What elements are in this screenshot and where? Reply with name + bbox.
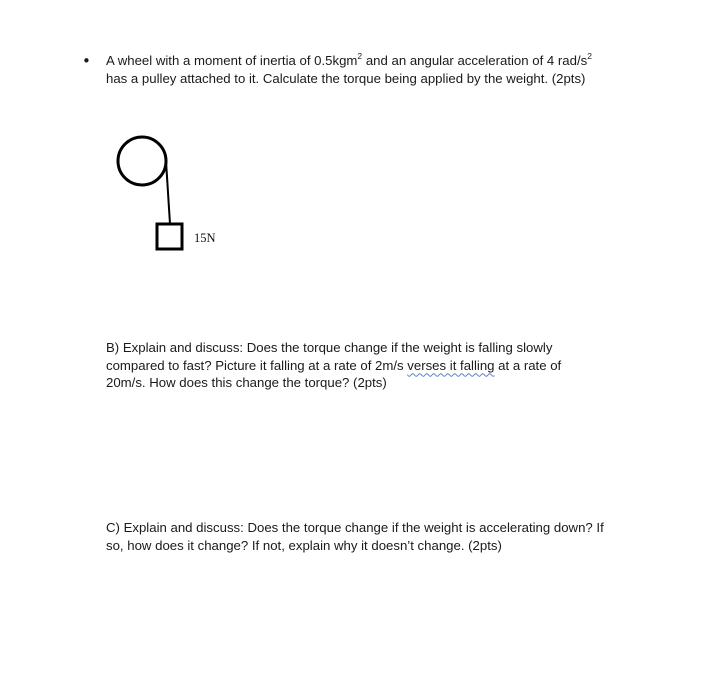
question-b bbox=[106, 339, 561, 392]
question-c bbox=[106, 519, 604, 554]
question-b-line-2: compared to fast? Picture it falling at a rate of 2m/s verses it falling at a rate of bbox=[106, 357, 562, 373]
squared-superscript: 2 bbox=[357, 50, 363, 61]
squared-superscript: 2 bbox=[587, 50, 592, 61]
question-c-line-1: C) Explain and discuss: Does the torque change if the weight is accelerating down? If bbox=[106, 520, 604, 535]
question-a-line-2: has a pulley attached to it. Calculate the torque being applied by the weight. (2pts) bbox=[106, 70, 586, 86]
grammar-flag-underline[interactable]: verses it falling bbox=[407, 357, 495, 373]
question-b-line-1: B) Explain and discuss: Does the torque change if the weight is falling slowly bbox=[106, 340, 553, 355]
pulley-wheel bbox=[118, 137, 166, 185]
question-a-line-1: A wheel with a moment of inertia of 0.5kgm$^2$ and an angular acceleration of 4 rad/$s^2$ bbox=[106, 50, 592, 68]
list-bullet: • bbox=[82, 52, 91, 70]
pulley-rope bbox=[166, 161, 170, 224]
question-a bbox=[106, 52, 592, 87]
question-b-line-3: 20m/s. How does this change the torque? (2pts) bbox=[106, 375, 387, 390]
hanging-weight bbox=[157, 224, 182, 249]
weight-label: 15N bbox=[194, 231, 216, 245]
question-c-line-2: so, how does it change? If not, explain why it doesn’t change. (2pts) bbox=[106, 537, 502, 553]
